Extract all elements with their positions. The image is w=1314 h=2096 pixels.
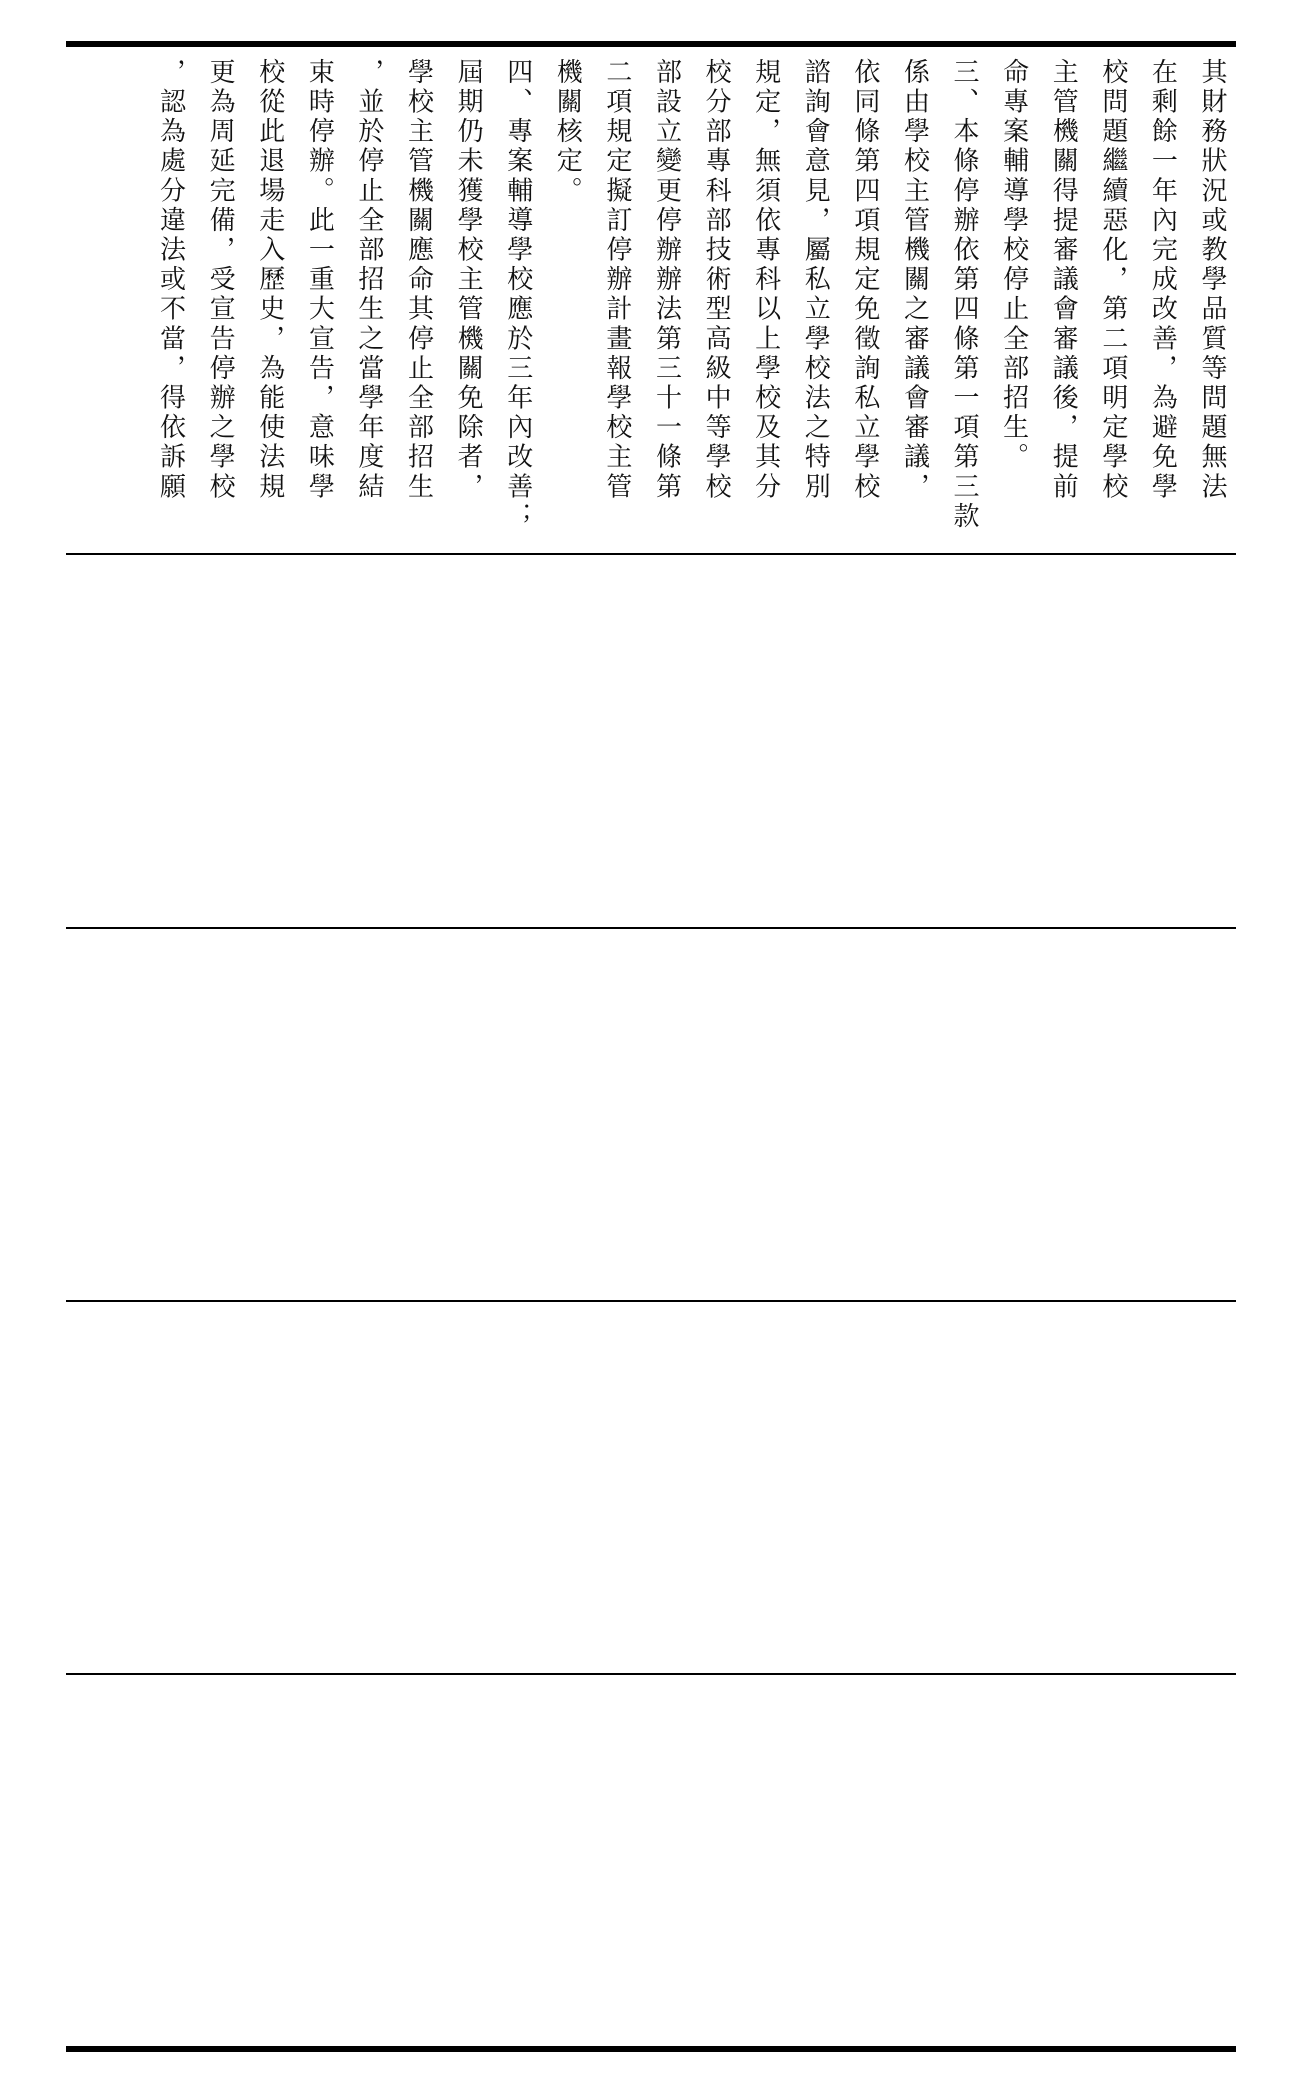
table-row-divider — [66, 1300, 1236, 1302]
text-column: 校問題繼續惡化，第二項明定學校 — [1097, 58, 1128, 502]
table-top-border — [66, 41, 1236, 47]
text-column: 學校主管機關應命其停止全部招生 — [403, 58, 434, 502]
text-column: 束時停辦。此一重大宣告，意味學 — [304, 58, 335, 502]
text-column: 機關核定。 — [552, 58, 583, 206]
text-column: 主管機關得提審議會審議後，提前 — [1048, 58, 1079, 502]
text-column: 三、本條停辦依第四條第一項第三款 — [949, 58, 980, 532]
text-column: 校從此退場走入歷史，為能使法規 — [254, 58, 285, 502]
text-column: 在剩餘一年內完成改善，為避免學 — [1147, 58, 1178, 502]
text-column: 命專案輔導學校停止全部招生。 — [998, 58, 1029, 473]
table-bottom-border — [66, 2046, 1236, 2052]
text-column: 係由學校主管機關之審議會審議， — [899, 58, 930, 502]
table-row-divider — [66, 553, 1236, 555]
text-column: 二項規定擬訂停辦計畫報學校主管 — [601, 58, 632, 502]
text-column: 諮詢會意見，屬私立學校法之特別 — [800, 58, 831, 502]
text-column: 屆期仍未獲學校主管機關免除者， — [453, 58, 484, 502]
text-column: 更為周延完備，受宣告停辦之學校 — [205, 58, 236, 502]
text-column: 依同條第四項規定免徵詢私立學校 — [849, 58, 880, 502]
text-column: 規定，無須依專科以上學校及其分 — [750, 58, 781, 502]
table-row-divider — [66, 1673, 1236, 1675]
table-row-divider — [66, 927, 1236, 929]
text-column: ，認為處分違法或不當，得依訴願 — [155, 58, 186, 502]
text-column: 校分部專科部技術型高級中等學校 — [701, 58, 732, 502]
text-column: 其財務狀況或教學品質等問題無法 — [1197, 58, 1227, 502]
text-column: 部設立變更停辦辦法第三十一條第 — [651, 58, 682, 502]
text-column: 四、專案輔導學校應於三年內改善； — [502, 58, 533, 532]
text-column: ，並於停止全部招生之當學年度結 — [353, 58, 384, 502]
vertical-text-column-block — [145, 58, 1236, 546]
